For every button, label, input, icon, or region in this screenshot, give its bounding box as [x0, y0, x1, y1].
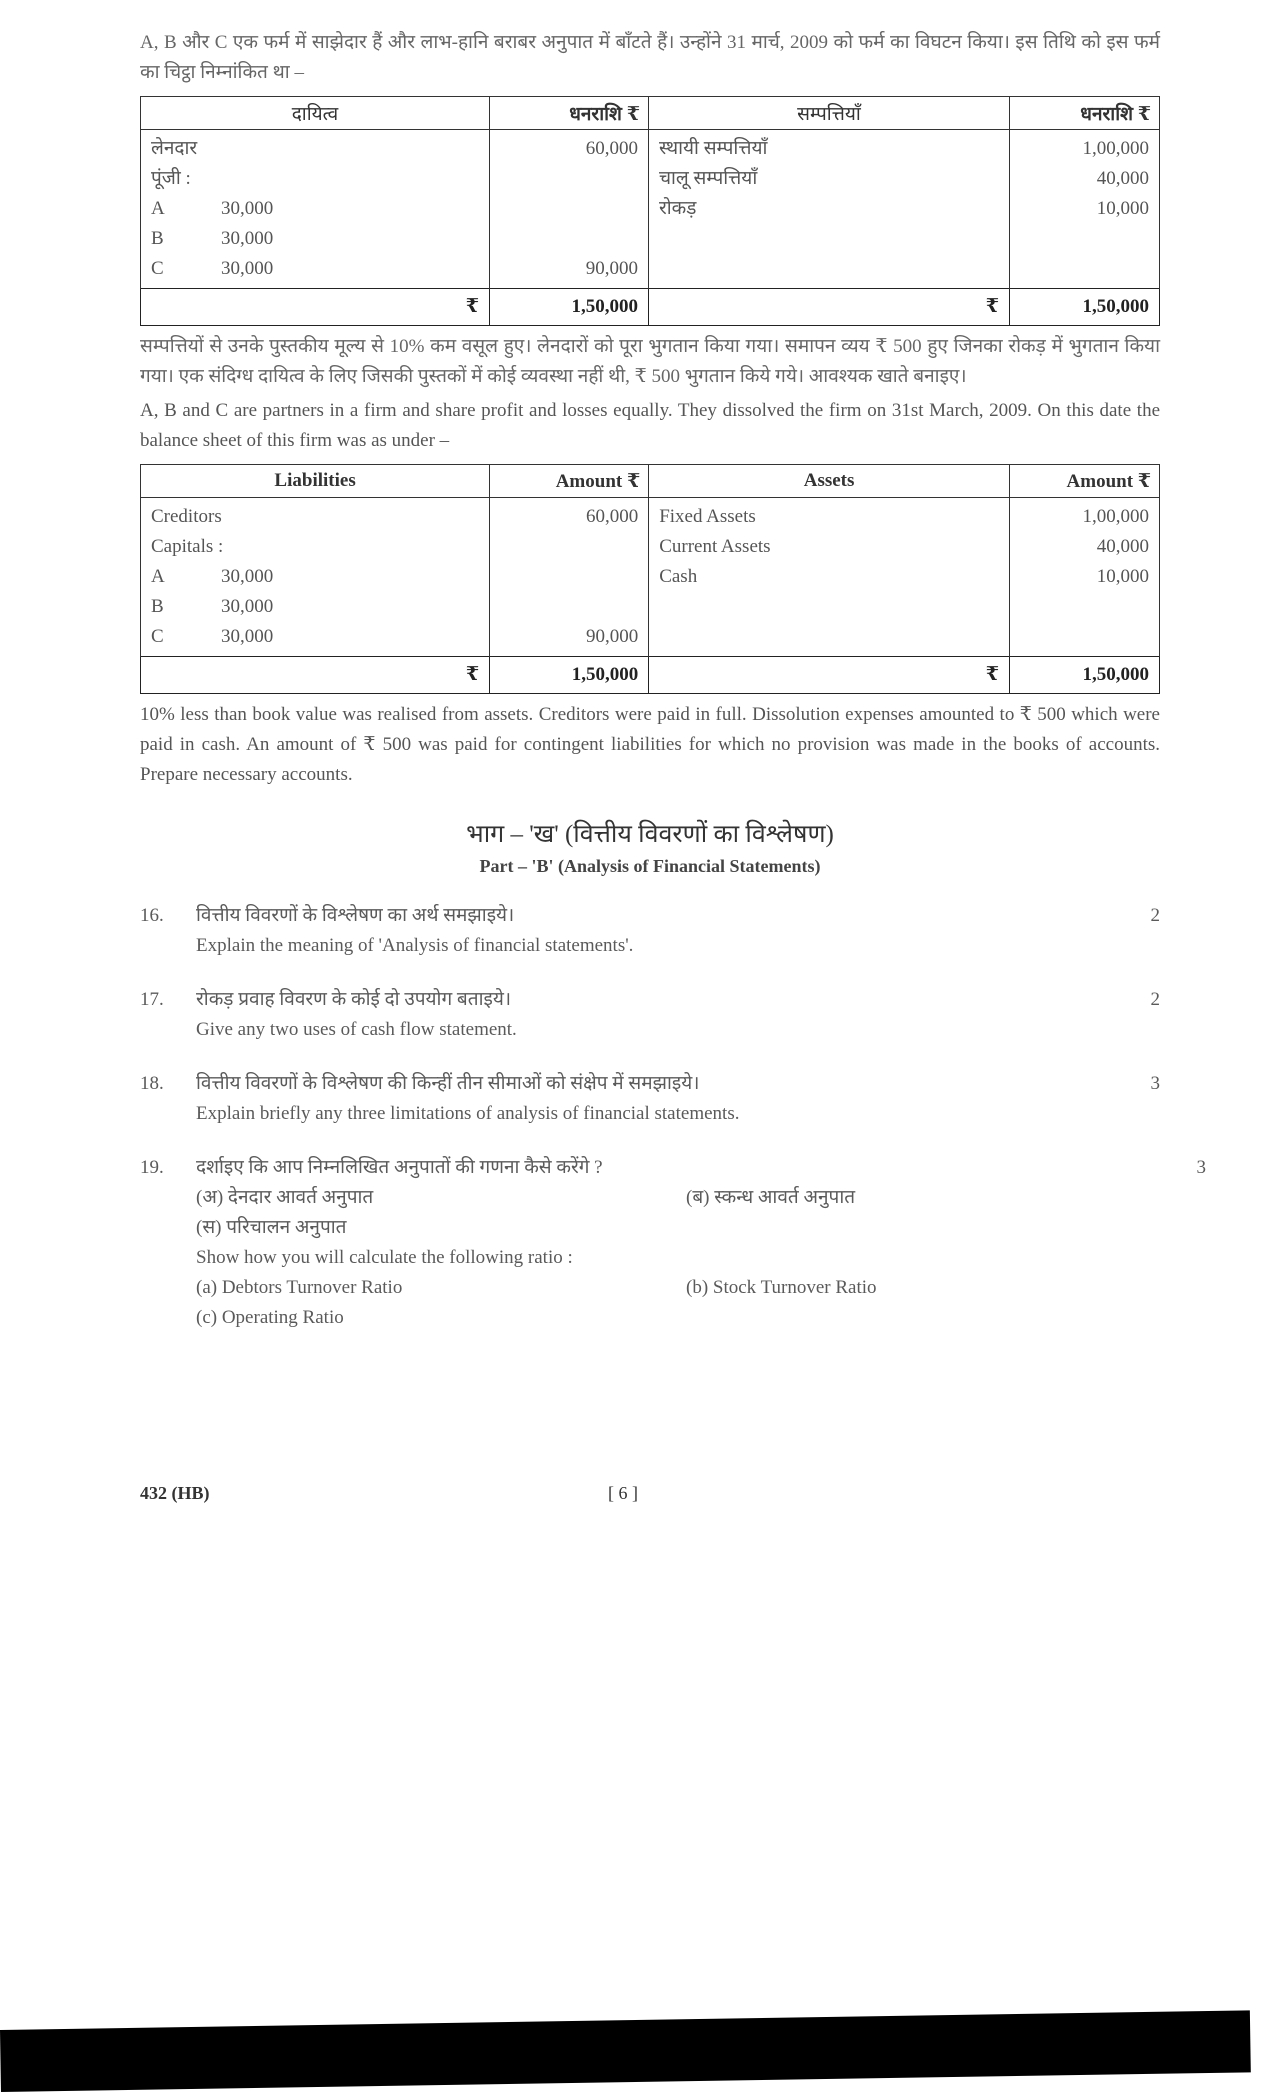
capitals-label: Capitals :: [151, 536, 224, 557]
asset-label: Fixed Assets: [659, 506, 756, 527]
question-number: 17.: [140, 989, 164, 1010]
asset-amount: 1,00,000: [1082, 138, 1149, 159]
creditors-label: लेनदार: [151, 138, 198, 159]
creditors-amount: 60,000: [585, 138, 638, 159]
page-number: [ 6 ]: [608, 1483, 638, 1503]
header-amount: धनराशि ₹: [489, 97, 648, 130]
option: (a) Debtors Turnover Ratio: [196, 1277, 403, 1298]
liabilities-total: 1,50,000: [490, 657, 649, 694]
question-number: 16.: [140, 905, 164, 926]
rupee-sign: ₹: [649, 657, 1010, 694]
question-marks: 2: [1150, 905, 1160, 926]
question-16: [140, 901, 1160, 961]
header-amount: Amount ₹: [1009, 465, 1159, 498]
liabilities-total: 1,50,000: [489, 289, 648, 326]
assets-amount-cell: [1009, 130, 1159, 289]
question-english: Give any two uses of cash flow statement.: [196, 1019, 517, 1040]
table-total-row: [141, 289, 1160, 326]
question-18: [140, 1069, 1160, 1129]
rupee-sign: ₹: [648, 289, 1009, 326]
option: (c) Operating Ratio: [196, 1307, 344, 1328]
rupee-sign: ₹: [141, 289, 490, 326]
assets-total: 1,50,000: [1009, 657, 1159, 694]
asset-label: रोकड़: [658, 198, 697, 219]
question-marks: 3: [1196, 1157, 1206, 1178]
creditors-amount: 60,000: [585, 506, 639, 527]
q15-hindi-note: सम्पत्तियों से उनके पुस्तकीय मूल्य से 10% कम वसूल हुए। लेनदारों को पूरा भुगतान किया गया। समापन व्यय ₹ 500 हुए जिनका रोकड़ में भुगतान किया गया। एक संदिग्ध दायित्व के लिए जिसकी पुस्तकों में कोई व्यवस्था नहीं थी, ₹ 500 भुगतान किये गये। आवश्यक खाते बनाइए।: [140, 336, 1160, 387]
asset-label: स्थायी सम्पत्तियाँ: [658, 138, 768, 159]
liabilities-amount-cell: [490, 498, 649, 657]
question-hindi: वित्तीय विवरणों के विश्लेषण की किन्हीं तीन सीमाओं को संक्षेप में समझाइये।: [196, 1073, 700, 1094]
assets-amount-cell: [1009, 498, 1159, 657]
header-amount: Amount ₹: [490, 465, 649, 498]
q15-english-intro: A, B and C are partners in a firm and share profit and losses equally. They dissolved the firm on 31st March, 2009. On this date the balance sheet of this firm was as under –: [140, 400, 1160, 451]
liabilities-cell: [141, 498, 490, 657]
question-hindi: रोकड़ प्रवाह विवरण के कोई दो उपयोग बताइये।: [196, 989, 512, 1010]
asset-amount: 10,000: [1096, 198, 1149, 219]
partner-row: C 30,000: [151, 258, 274, 279]
option: (स) परिचालन अनुपात: [196, 1217, 347, 1238]
table-body-row: [141, 498, 1160, 657]
header-liabilities: Liabilities: [141, 465, 490, 498]
hindi-balance-sheet: [140, 96, 1160, 326]
header-liabilities: दायित्व: [141, 97, 490, 130]
part-b-hindi-title: भाग – 'ख' (वित्तीय विवरणों का विश्लेषण): [466, 821, 834, 848]
table-body-row: [141, 130, 1160, 289]
liabilities-amount-cell: [489, 130, 648, 289]
header-amount: धनराशि ₹: [1009, 97, 1159, 130]
asset-label: चालू सम्पत्तियाँ: [658, 168, 758, 189]
partner-row: B 30,000: [151, 596, 274, 617]
table-header-row: [141, 97, 1160, 130]
option: (b) Stock Turnover Ratio: [686, 1277, 877, 1298]
asset-amount: 40,000: [1096, 536, 1149, 557]
partner-row: B 30,000: [151, 228, 274, 249]
question-number: 18.: [140, 1073, 164, 1094]
assets-cell: [649, 498, 1010, 657]
q15-hindi-intro: A, B और C एक फर्म में साझेदार हैं और लाभ-हानि बराबर अनुपात में बाँटते हैं। उन्होंने 31 मार्च, 2009 को फर्म का विघटन किया। इस तिथि को इस फर्म का चिट्ठा निम्नांकित था –: [140, 32, 1160, 83]
hindi-options: [196, 1183, 1176, 1213]
asset-amount: 40,000: [1096, 168, 1149, 189]
question-number: 19.: [140, 1157, 164, 1178]
capitals-label: पूंजी :: [151, 168, 191, 189]
part-b-heading: [140, 816, 1160, 877]
question-english: Explain briefly any three limitations of analysis of financial statements.: [196, 1103, 740, 1124]
english-options: [196, 1273, 1176, 1303]
partner-row: A 30,000: [151, 566, 274, 587]
scan-edge-bar: [0, 2010, 1251, 2092]
header-assets: सम्पत्तियाँ: [648, 97, 1009, 130]
question-marks: 3: [1150, 1073, 1160, 1094]
english-balance-sheet: [140, 464, 1160, 694]
question-17: [140, 985, 1160, 1045]
question-19: [140, 1153, 1206, 1333]
paper-code: 432 (HB): [140, 1483, 210, 1503]
partner-row: C 30,000: [151, 626, 274, 647]
asset-label: Cash: [659, 566, 698, 587]
partner-row: A 30,000: [151, 198, 274, 219]
header-assets: Assets: [649, 465, 1010, 498]
question-hindi: वित्तीय विवरणों के विश्लेषण का अर्थ समझाइये।: [196, 905, 515, 926]
question-marks: 2: [1150, 989, 1160, 1010]
rupee-sign: ₹: [141, 657, 490, 694]
question-english: Show how you will calculate the following ratio :: [196, 1247, 573, 1268]
creditors-label: Creditors: [151, 506, 222, 527]
asset-amount: 1,00,000: [1082, 506, 1149, 527]
question-hindi: दर्शाइए कि आप निम्नलिखित अनुपातों की गणना कैसे करेंगे ?: [196, 1157, 603, 1178]
question-english: Explain the meaning of 'Analysis of financial statements'.: [196, 935, 634, 956]
assets-cell: [648, 130, 1009, 289]
q15-english-note: 10% less than book value was realised from assets. Creditors were paid in full. Dissolution expenses amounted to ₹ 500 which were paid in cash. An amount of ₹ 500 was paid for contingent liabilities for which no provision was made in the books of accounts. Prepare necessary accounts.: [140, 704, 1160, 785]
option: (ब) स्कन्ध आवर्त अनुपात: [686, 1187, 856, 1208]
table-header-row: [141, 465, 1160, 498]
exam-page: [140, 28, 1206, 1333]
liabilities-cell: [141, 130, 490, 289]
table-total-row: [141, 657, 1160, 694]
capital-total: 90,000: [585, 258, 638, 279]
asset-label: Current Assets: [659, 536, 771, 557]
assets-total: 1,50,000: [1009, 289, 1159, 326]
part-b-english-title: Part – 'B' (Analysis of Financial Statements): [479, 856, 821, 876]
asset-amount: 10,000: [1096, 566, 1149, 587]
capital-total: 90,000: [585, 626, 639, 647]
option: (अ) देनदार आवर्त अनुपात: [196, 1187, 374, 1208]
